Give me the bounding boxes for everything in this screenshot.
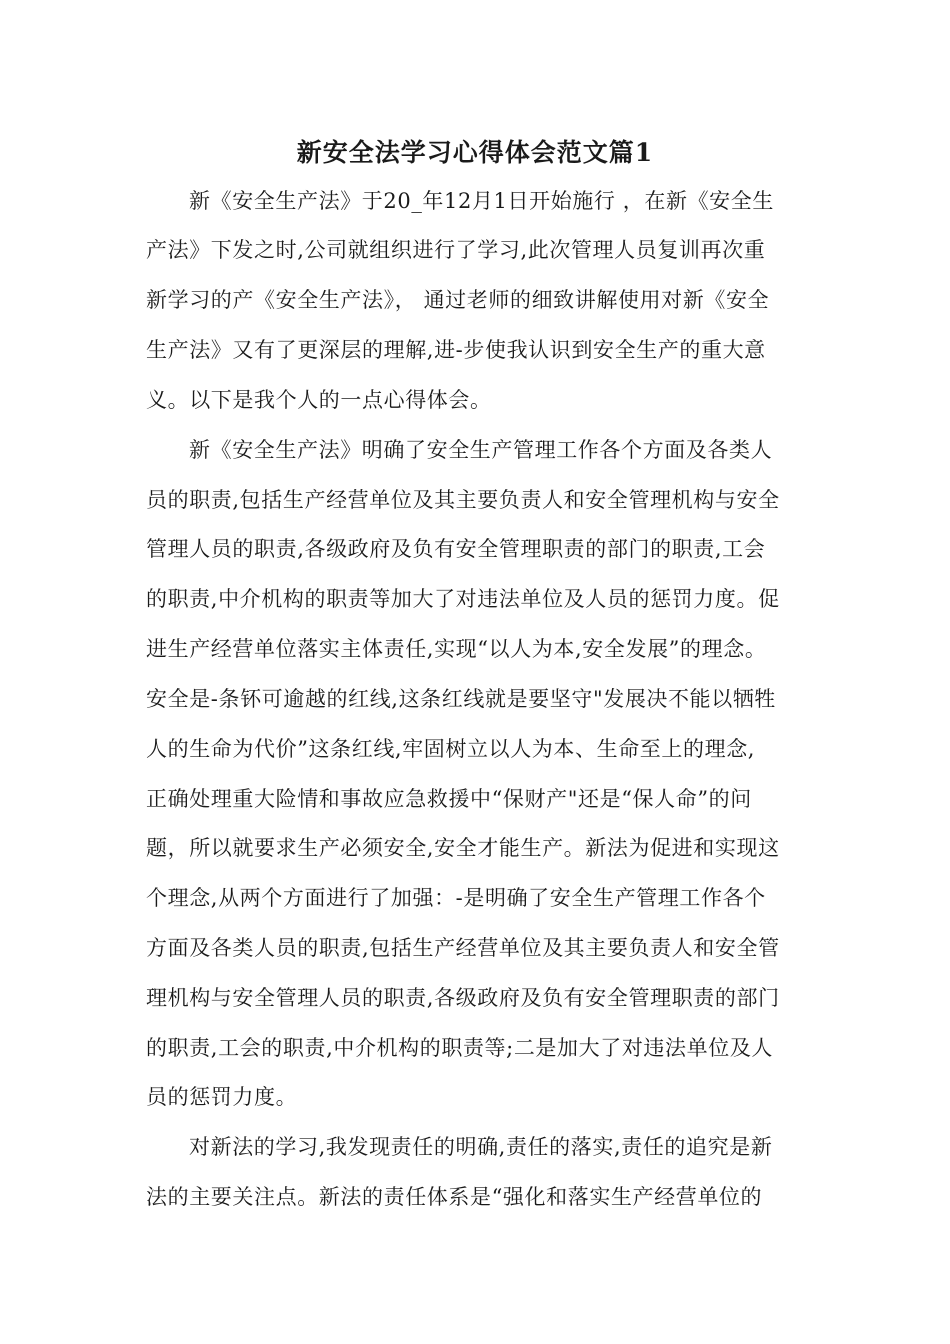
paragraph-line: 新《安全生产法》明确了安全生产管理工作各个方面及各类人 xyxy=(189,438,773,462)
paragraph-line: 员的惩罚力度。 xyxy=(146,1085,298,1109)
paragraph-line: 生产法》又有了更深层的理解,进-步使我认识到安全生产的重大意 xyxy=(146,338,766,362)
document-title: 新安全法学习心得体会范文篇1 xyxy=(296,138,654,167)
paragraph-line: 新学习的产《安全生产法》， 通过老师的细致讲解使用对新《安全 xyxy=(146,288,770,312)
paragraph-line: 的职责,中介机构的职责等加大了对违法单位及人员的惩罚力度。促 xyxy=(146,587,780,611)
paragraph-line: 题，所以就要求生产必须安全,安全才能生产。新法为促进和实现这 xyxy=(146,836,780,860)
paragraph-line: 新《安全生产法》于20_年12月1日开始施行 ，在新《安全生 xyxy=(189,189,774,213)
paragraph-line: 方面及各类人员的职责,包括生产经营单位及其主要负责人和安全管 xyxy=(146,936,780,960)
paragraph-line: 安全是-条钚可逾越的红线,这条红线就是要坚守"发展决不能以牺牲 xyxy=(146,687,777,711)
paragraph-line: 法的主要关注点。新法的责任体系是“强化和落实生产经营单位的 xyxy=(146,1185,763,1209)
paragraph-line: 员的职责,包括生产经营单位及其主要负责人和安全管理机构与安全 xyxy=(146,488,780,512)
paragraph-line: 义。以下是我个人的一点心得体会。 xyxy=(146,388,492,412)
paragraph-line: 进生产经营单位落实主体责任,实现“以人为本,安全发展”的理念。 xyxy=(146,637,767,661)
paragraph-line: 的职责,工会的职责,中介机构的职责等;二是加大了对违法单位及人 xyxy=(146,1036,774,1060)
paragraph-line: 产法》下发之时,公司就组织进行了学习,此次管理人员复训再次重 xyxy=(146,238,766,262)
paragraph-line: 理机构与安全管理人员的职责,各级政府及负有安全管理职责的部门 xyxy=(146,986,780,1010)
paragraph-line: 正确处理重大险情和事故应急救援中“保财产"还是“保人命”的问 xyxy=(146,787,752,811)
paragraph-line: 管理人员的职责,各级政府及负有安全管理职责的部门的职责,工会 xyxy=(146,537,766,561)
paragraph-line: 个理念,从两个方面进行了加强：-是明确了安全生产管理工作各个 xyxy=(146,886,766,910)
paragraph-line: 对新法的学习,我发现责任的明确,责任的落实,责任的追究是新 xyxy=(189,1135,773,1159)
paragraph-line: 人的生命为代价”这条红线,牢固树立以人为本、生命至上的理念, xyxy=(146,737,756,761)
